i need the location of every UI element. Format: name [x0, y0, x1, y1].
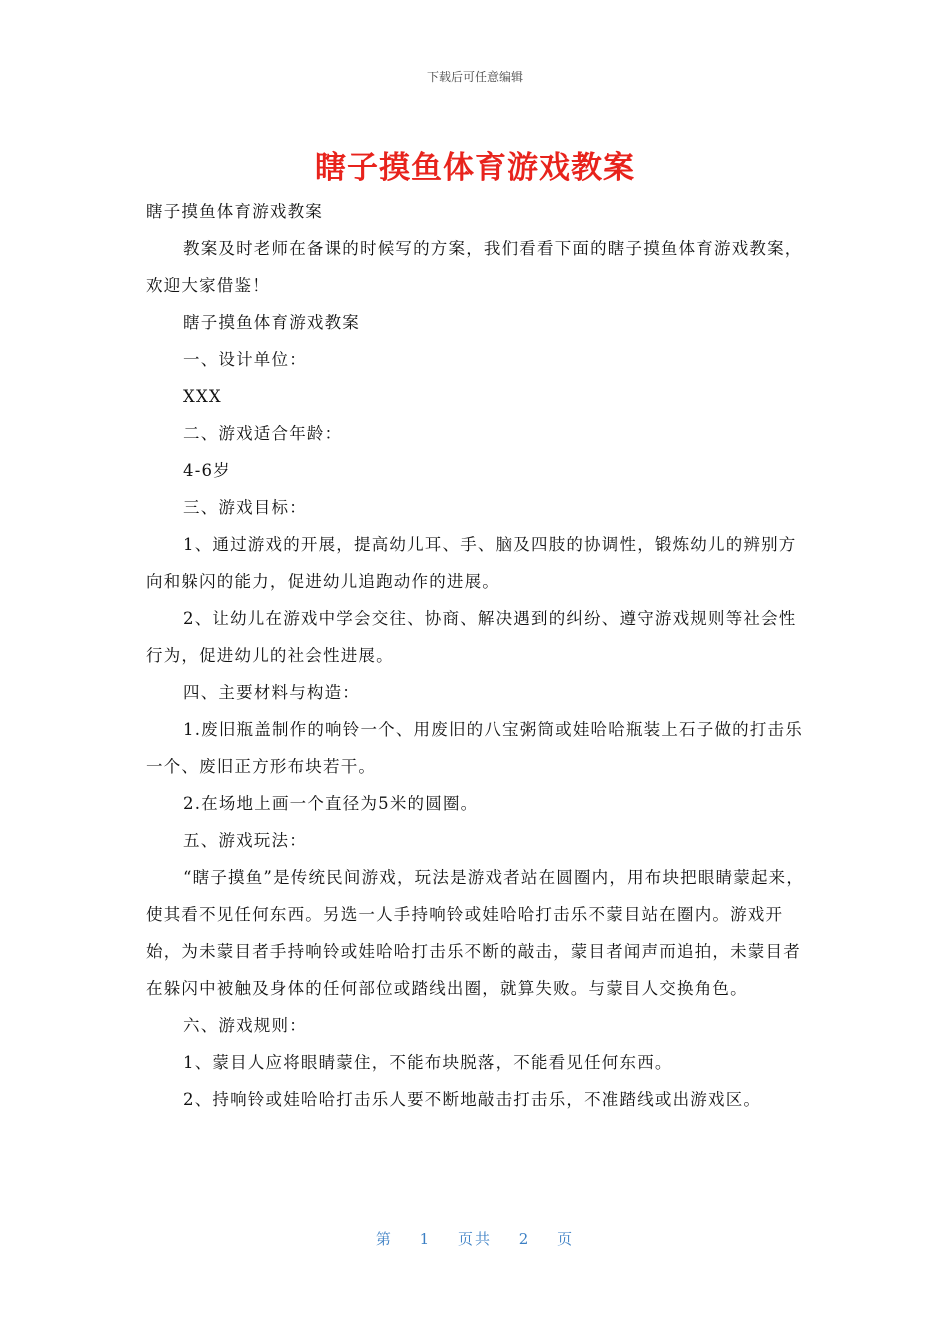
paragraph-goal-2: 2、让幼儿在游戏中学会交往、协商、解决遇到的纠纷、遵守游戏规则等社会性行为，促进幼儿的社会性进展。 — [146, 609, 797, 665]
page-footer — [0, 1228, 950, 1249]
paragraph-material-2: 2.在场地上画一个直径为5米的圆圈。 — [183, 794, 479, 813]
document-title: 瞎子摸鱼体育游戏教案 — [315, 150, 635, 186]
section-heading-age: 二、游戏适合年龄： — [183, 424, 343, 443]
header-note: 下载后可任意编辑 — [426, 70, 523, 84]
paragraph-gameplay: “瞎子摸鱼”是传统民间游戏，玩法是游戏者站在圆圈内，用布块把眼睛蒙起来，使其看不见任何东西。另选一人手持响铃或娃哈哈打击乐不蒙目站在圈内。游戏开始，为未蒙目者手持响铃或娃哈哈打击乐不断的敲击，蒙目者闻声而追拍，未蒙目者在躲闪中被触及身体的任何部位或踏线出圈，就算失败。与蒙目人交换角色。 — [146, 868, 805, 998]
paragraph-rule-1: 1、蒙目人应将眼睛蒙住，不能布块脱落，不能看见任何东西。 — [183, 1053, 673, 1072]
paragraph-subtitle: 瞎子摸鱼体育游戏教案 — [146, 202, 323, 221]
paragraph-heading: 瞎子摸鱼体育游戏教案 — [183, 313, 360, 332]
paragraph-rule-2: 2、持响铃或娃哈哈打击乐人要不断地敲击打击乐，不准踏线或出游戏区。 — [183, 1090, 762, 1109]
section-heading-gameplay: 五、游戏玩法： — [183, 831, 307, 850]
paragraph-intro: 教案及时老师在备课的时候写的方案，我们看看下面的瞎子摸鱼体育游戏教案，欢迎大家借鉴！ — [146, 239, 803, 295]
footer-current-page: 1 — [419, 1230, 432, 1248]
footer-suffix: 页 — [557, 1230, 575, 1248]
paragraph-material-1: 1.废旧瓶盖制作的响铃一个、用废旧的八宝粥筒或娃哈哈瓶装上石子做的打击乐一个、废旧正方形布块若干。 — [146, 720, 803, 776]
footer-middle: 页共 — [457, 1230, 492, 1248]
paragraph-goal-1: 1、通过游戏的开展，提高幼儿耳、手、脑及四肢的协调性，锻炼幼儿的辨别方向和躲闪的能力，促进幼儿追跑动作的进展。 — [146, 535, 797, 591]
paragraph-design-unit-value: XXX — [183, 387, 222, 406]
section-heading-rules: 六、游戏规则： — [183, 1016, 307, 1035]
paragraph-age-value: 4-6岁 — [183, 461, 231, 480]
section-heading-materials: 四、主要材料与构造： — [183, 683, 360, 702]
footer-prefix: 第 — [375, 1230, 393, 1248]
document-body — [146, 193, 806, 1118]
section-heading-goals: 三、游戏目标： — [183, 498, 307, 517]
footer-total-pages: 2 — [518, 1230, 531, 1248]
section-heading-design-unit: 一、设计单位： — [183, 350, 307, 369]
